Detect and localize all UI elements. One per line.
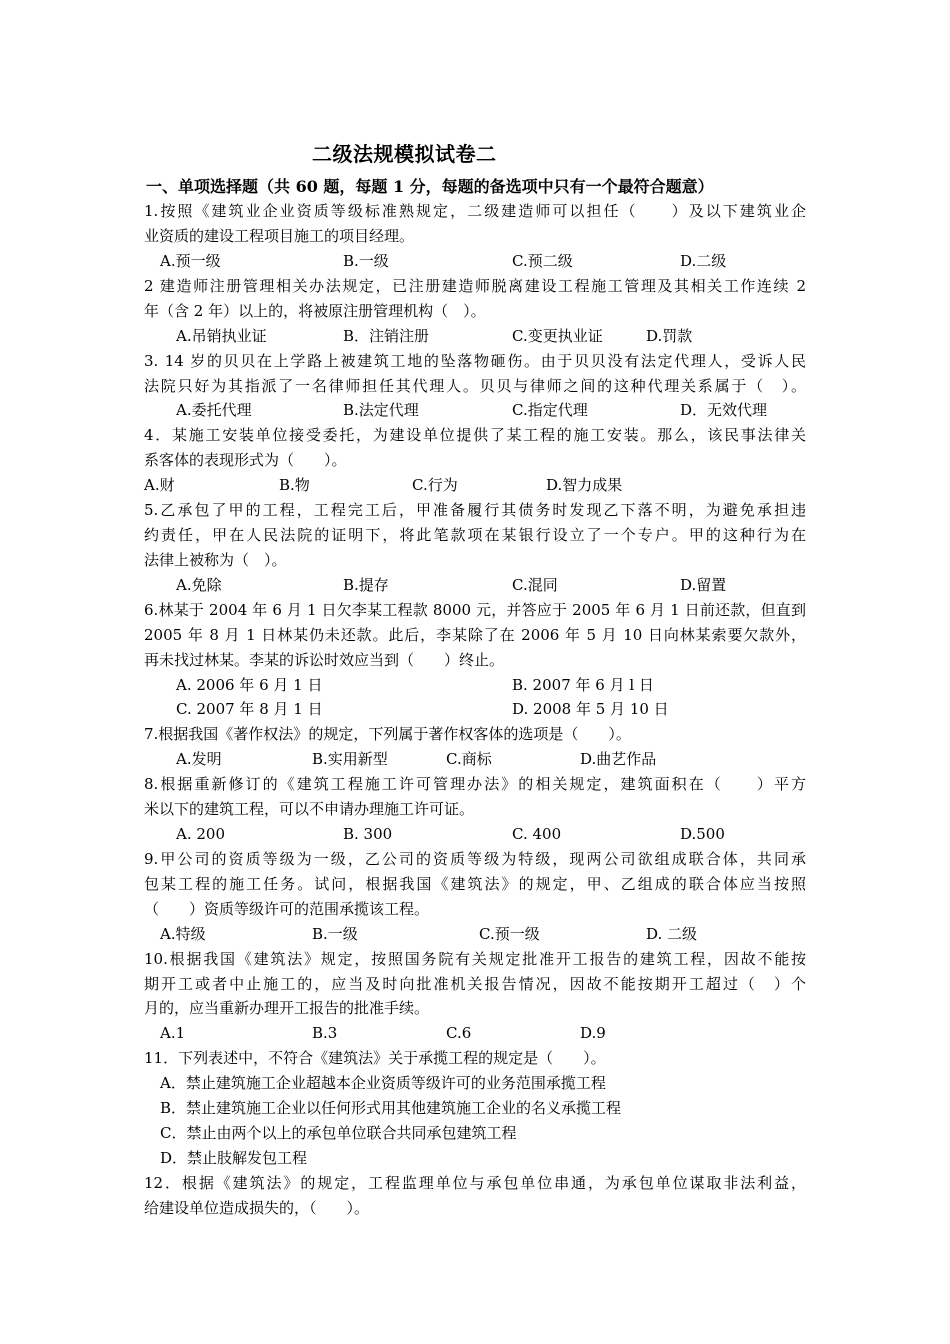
question-10-line-3: 月的，应当重新办理开工报告的批准手续。 <box>144 999 430 1017</box>
question-7-option-c: C.商标 <box>446 750 492 768</box>
question-9-line-1: 9.甲公司的资质等级为一级，乙公司的资质等级为特级，现两公司欲组成联合体，共同承 <box>144 850 806 868</box>
question-2-option-a: A.吊销执业证 <box>176 327 267 345</box>
question-10-option-b: B.3 <box>312 1024 338 1042</box>
section-heading: 一、单项选择题（共 60 题，每题 1 分，每题的备选项中只有一个最符合题意） <box>146 177 714 196</box>
question-5-line-2: 约责任，甲在人民法院的证明下，将此笔款项在某银行设立了一个专户。甲的这种行为在 <box>144 526 806 544</box>
question-1-option-b: B.一级 <box>343 252 389 270</box>
question-4-option-a: A.财 <box>144 476 175 494</box>
question-4-line-2: 系客体的表现形式为（ ）。 <box>144 451 347 469</box>
question-11-option-a: A．禁止建筑施工企业超越本企业资质等级许可的业务范围承揽工程 <box>160 1074 606 1092</box>
question-3-option-a: A.委托代理 <box>176 401 252 419</box>
question-6-line-1: 6.林某于 2004 年 6 月 1 日欠李某工程款 8000 元，并答应于 2005 年 6 月 1 日前还款，但直到 <box>144 601 806 619</box>
question-2-line-1: 2 建造师注册管理相关办法规定，已注册建造师脱离建设工程施工管理及其相关工作连续 2 <box>144 277 806 295</box>
question-3-line-2: 法院只好为其指派了一名律师担任其代理人。贝贝与律师之间的这种代理关系属于（ ）。 <box>144 377 806 395</box>
question-9-option-b: B.一级 <box>312 925 358 943</box>
question-7-option-a: A.发明 <box>176 750 222 768</box>
question-9-option-d: D. 二级 <box>646 925 698 943</box>
question-5-option-b: B.提存 <box>343 576 389 594</box>
question-6-line-3: 再未找过林某。李某的诉讼时效应当到（ ）终止。 <box>144 651 505 669</box>
question-9-line-2: 包某工程的施工任务。试问，根据我国《建筑法》的规定，甲、乙组成的联合体应当按照 <box>144 875 806 893</box>
question-4-option-c: C.行为 <box>412 476 458 494</box>
question-10-option-d: D.9 <box>580 1024 606 1042</box>
question-7-option-b: B.实用新型 <box>312 750 388 768</box>
question-7-line-1: 7.根据我国《著作权法》的规定，下列属于著作权客体的选项是（ ）。 <box>144 725 631 743</box>
question-8-option-a: A. 200 <box>176 825 225 843</box>
question-8-line-1: 8.根据重新修订的《建筑工程施工许可管理办法》的相关规定，建筑面积在（ ）平方 <box>144 775 806 793</box>
question-8-option-d: D.500 <box>680 825 725 843</box>
question-10-option-a: A.1 <box>160 1024 186 1042</box>
question-2-option-d: D.罚款 <box>646 327 693 345</box>
question-10-line-1: 10.根据我国《建筑法》规定，按照国务院有关规定批准开工报告的建筑工程，因故不能按 <box>144 950 806 968</box>
question-9-line-3: （ ）资质等级许可的范围承揽该工程。 <box>144 900 430 918</box>
question-7-option-d: D.曲艺作品 <box>580 750 657 768</box>
question-5-option-a: A.免除 <box>176 576 222 594</box>
page-title: 二级法规模拟试卷二 <box>312 142 497 166</box>
question-11-option-b: B．禁止建筑施工企业以任何形式用其他建筑施工企业的名义承揽工程 <box>160 1099 622 1117</box>
question-3-option-b: B.法定代理 <box>343 401 419 419</box>
question-4-option-d: D.智力成果 <box>546 476 623 494</box>
question-11-option-c: C．禁止由两个以上的承包单位联合共同承包建筑工程 <box>160 1124 517 1142</box>
question-6-option-b: B. 2007 年 6 月 l 日 <box>512 676 654 694</box>
question-3-option-c: C.指定代理 <box>512 401 588 419</box>
question-9-option-a: A.特级 <box>160 925 206 943</box>
question-3-option-d: D．无效代理 <box>680 401 768 419</box>
question-5-line-3: 法律上被称为（ ）。 <box>144 551 287 569</box>
question-3-line-1: 3. 14 岁的贝贝在上学路上被建筑工地的坠落物砸伤。由于贝贝没有法定代理人，受诉人民 <box>144 352 806 370</box>
question-1-option-d: D.二级 <box>680 252 727 270</box>
question-1-line-2: 业资质的建设工程项目施工的项目经理。 <box>144 227 415 245</box>
question-5-line-1: 5.乙承包了甲的工程，工程完工后，甲准备履行其债务时发现乙下落不明，为避免承担违 <box>144 501 806 519</box>
question-5-option-c: C.混同 <box>512 576 558 594</box>
question-8-line-2: 米以下的建筑工程，可以不申请办理施工许可证。 <box>144 800 475 818</box>
question-9-option-c: C.预一级 <box>479 925 540 943</box>
question-8-option-b: B. 300 <box>343 825 393 843</box>
question-1-option-a: A.预一级 <box>160 252 221 270</box>
question-6-option-d: D. 2008 年 5 月 10 日 <box>512 700 669 718</box>
question-2-line-2: 年（含 2 年）以上的，将被原注册管理机构（ ）。 <box>144 302 486 320</box>
question-6-option-c: C. 2007 年 8 月 1 日 <box>176 700 323 718</box>
question-12-line-1: 12．根据《建筑法》的规定，工程监理单位与承包单位串通，为承包单位谋取非法利益， <box>144 1174 806 1192</box>
question-10-option-c: C.6 <box>446 1024 472 1042</box>
question-12-line-2: 给建设单位造成损失的，（ ）。 <box>144 1199 370 1217</box>
question-1-option-c: C.预二级 <box>512 252 573 270</box>
question-6-line-2: 2005 年 8 月 1 日林某仍未还款。此后，李某除了在 2006 年 5 月 10 日向林某索要欠款外， <box>144 626 806 644</box>
question-4-option-b: B.物 <box>279 476 310 494</box>
question-6-option-a: A. 2006 年 6 月 1 日 <box>176 676 323 694</box>
question-2-option-c: C.变更执业证 <box>512 327 603 345</box>
question-11-line-1: 11．下列表述中，不符合《建筑法》关于承揽工程的规定是（ ）。 <box>144 1049 606 1067</box>
question-5-option-d: D.留置 <box>680 576 727 594</box>
question-10-line-2: 期开工或者中止施工的，应当及时向批准机关报告情况，因故不能按期开工超过（ ）个 <box>144 975 806 993</box>
question-1-line-1: 1.按照《建筑业企业资质等级标准熟规定，二级建造师可以担任（ ）及以下建筑业企 <box>144 202 806 220</box>
question-2-option-b: B．注销注册 <box>343 327 430 345</box>
question-4-line-1: 4．某施工安装单位接受委托，为建设单位提供了某工程的施工安装。那么，该民事法律关 <box>144 426 806 444</box>
question-11-option-d: D．禁止肢解发包工程 <box>160 1149 308 1167</box>
question-8-option-c: C. 400 <box>512 825 562 843</box>
